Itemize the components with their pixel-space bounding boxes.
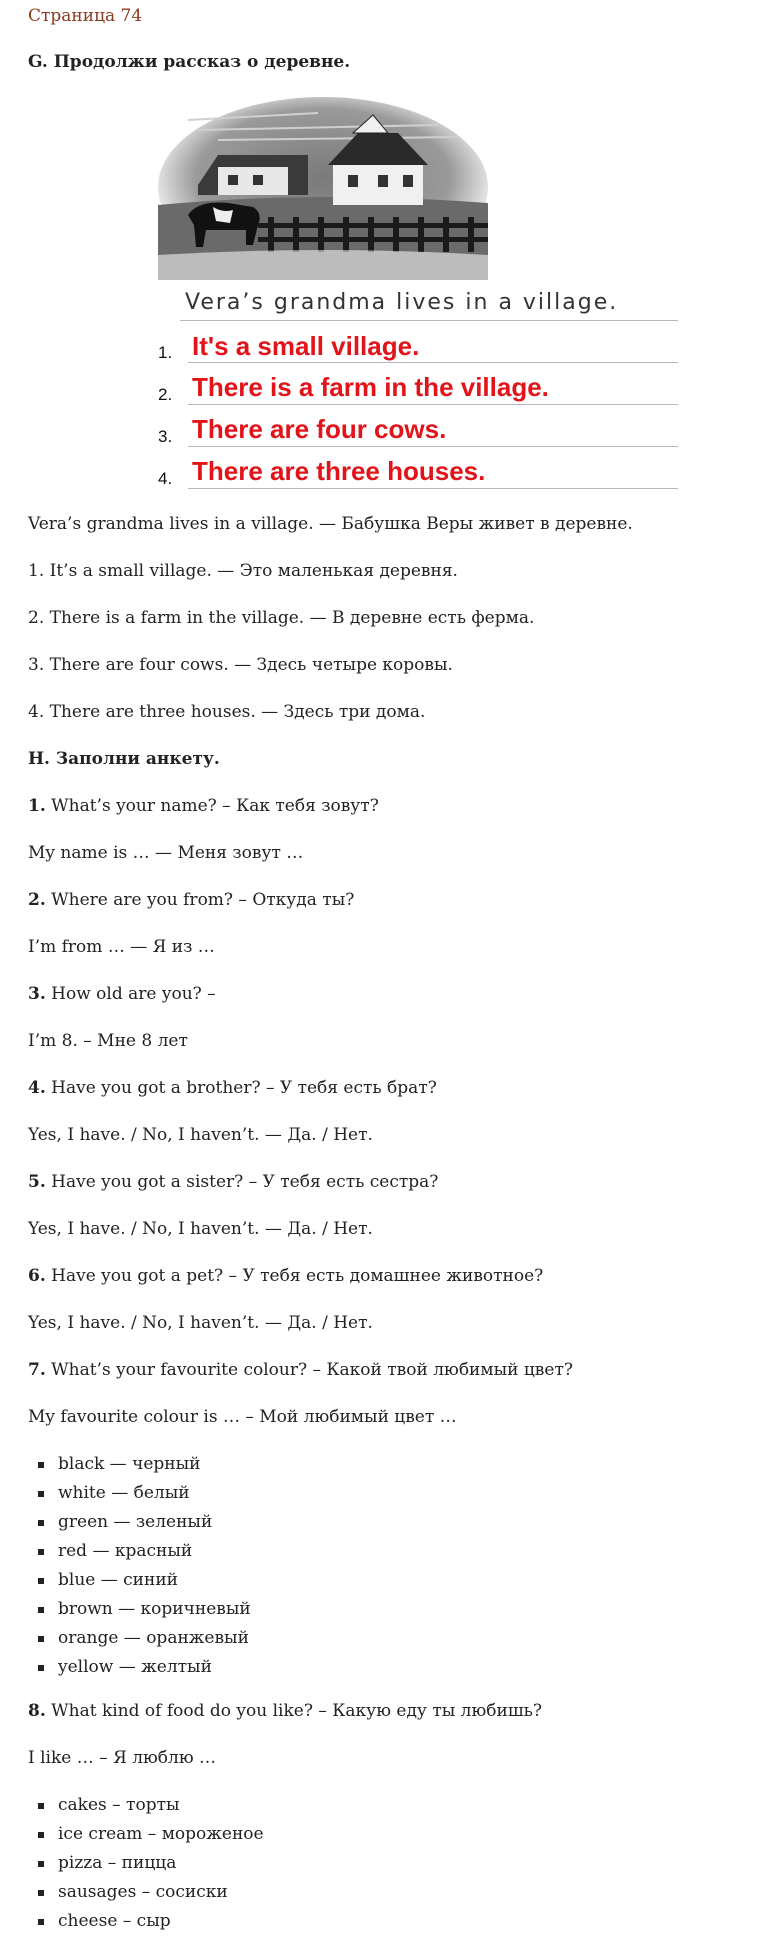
list-item: ice cream – мороженое (28, 1824, 264, 1853)
page-number: Страница 74 (28, 6, 143, 26)
worksheet-figure (158, 95, 678, 490)
answer-number: 2. (158, 385, 173, 404)
answer-text: There are three houses. (192, 456, 486, 486)
village-illustration (158, 95, 488, 280)
question-text: Have you got a sister? – У тебя есть сестра? (45, 1172, 439, 1192)
answer-6: Yes, I have. / No, I haven’t. — Да. / Нет. (28, 1313, 373, 1333)
answer-5: Yes, I have. / No, I haven’t. — Да. / Нет. (28, 1219, 373, 1239)
question-text: What’s your name? – Как тебя зовут? (45, 796, 379, 816)
translation-line: 3. There are four cows. — Здесь четыре коровы. (28, 655, 453, 675)
question-8 (28, 1701, 542, 1721)
question-text: What’s your favourite colour? – Какой твой любимый цвет? (45, 1360, 573, 1380)
answer-4: Yes, I have. / No, I haven’t. — Да. / Нет. (28, 1125, 373, 1145)
question-text: Have you got a brother? – У тебя есть брат? (45, 1078, 437, 1098)
list-item: red — красный (28, 1541, 251, 1570)
answer-2: I’m from … — Я из … (28, 937, 215, 957)
list-item: orange — оранжевый (28, 1628, 251, 1657)
writing-line (180, 320, 678, 321)
section-h-title: H. Заполни анкету. (28, 749, 220, 769)
answer-number: 1. (158, 343, 173, 362)
question-6 (28, 1266, 543, 1286)
list-item: pizza – пицца (28, 1853, 264, 1882)
writing-line (188, 488, 678, 489)
section-g-title: G. Продолжи рассказ о деревне. (28, 52, 351, 72)
question-text: Where are you from? – Откуда ты? (45, 890, 355, 910)
question-text: Have you got a pet? – У тебя есть домашнее животное? (45, 1266, 544, 1286)
question-7 (28, 1360, 573, 1380)
question-number: 8. (28, 1701, 46, 1721)
question-number: 4. (28, 1078, 46, 1098)
question-text: How old are you? – (45, 984, 216, 1004)
answer-number: 4. (158, 469, 173, 488)
list-item: green — зеленый (28, 1512, 251, 1541)
list-item: sausages – сосиски (28, 1882, 264, 1911)
question-number: 6. (28, 1266, 46, 1286)
answer-3: I’m 8. – Мне 8 лет (28, 1031, 188, 1051)
question-number: 1. (28, 796, 46, 816)
answer-text: There is a farm in the village. (192, 372, 549, 402)
question-1 (28, 796, 379, 816)
food-list (28, 1795, 264, 1940)
question-4 (28, 1078, 437, 1098)
question-number: 3. (28, 984, 46, 1004)
translation-line: 1. It’s a small village. — Это маленькая деревня. (28, 561, 458, 581)
list-item: white — белый (28, 1483, 251, 1512)
question-5 (28, 1172, 438, 1192)
list-item: yellow — желтый (28, 1657, 251, 1686)
writing-line (188, 446, 678, 447)
list-item: cheese – сыр (28, 1911, 264, 1940)
answer-text: There are four cows. (192, 414, 447, 444)
question-text: What kind of food do you like? – Какую еду ты любишь? (45, 1701, 543, 1721)
list-item: blue — синий (28, 1570, 251, 1599)
translation-line: 4. There are three houses. — Здесь три дома. (28, 702, 426, 722)
list-item: black — черный (28, 1454, 251, 1483)
translation-line: Vera’s grandma lives in a village. — Бабушка Веры живет в деревне. (28, 514, 633, 534)
answer-number: 3. (158, 427, 173, 446)
answer-1: My name is … — Меня зовут … (28, 843, 304, 863)
answer-7: My favourite colour is … – Мой любимый цвет … (28, 1407, 457, 1427)
translation-line: 2. There is a farm in the village. — В деревне есть ферма. (28, 608, 535, 628)
writing-line (188, 362, 678, 363)
question-number: 7. (28, 1360, 46, 1380)
answer-8: I like … – Я люблю … (28, 1748, 217, 1768)
handwritten-first-line: Vera’s grandma lives in a village. (185, 290, 619, 315)
question-number: 2. (28, 890, 46, 910)
list-item: brown — коричневый (28, 1599, 251, 1628)
colour-list (28, 1454, 251, 1686)
writing-line (188, 404, 678, 405)
question-number: 5. (28, 1172, 46, 1192)
question-3 (28, 984, 216, 1004)
list-item: cakes – торты (28, 1795, 264, 1824)
answer-text: It's a small village. (192, 331, 420, 361)
question-2 (28, 890, 354, 910)
